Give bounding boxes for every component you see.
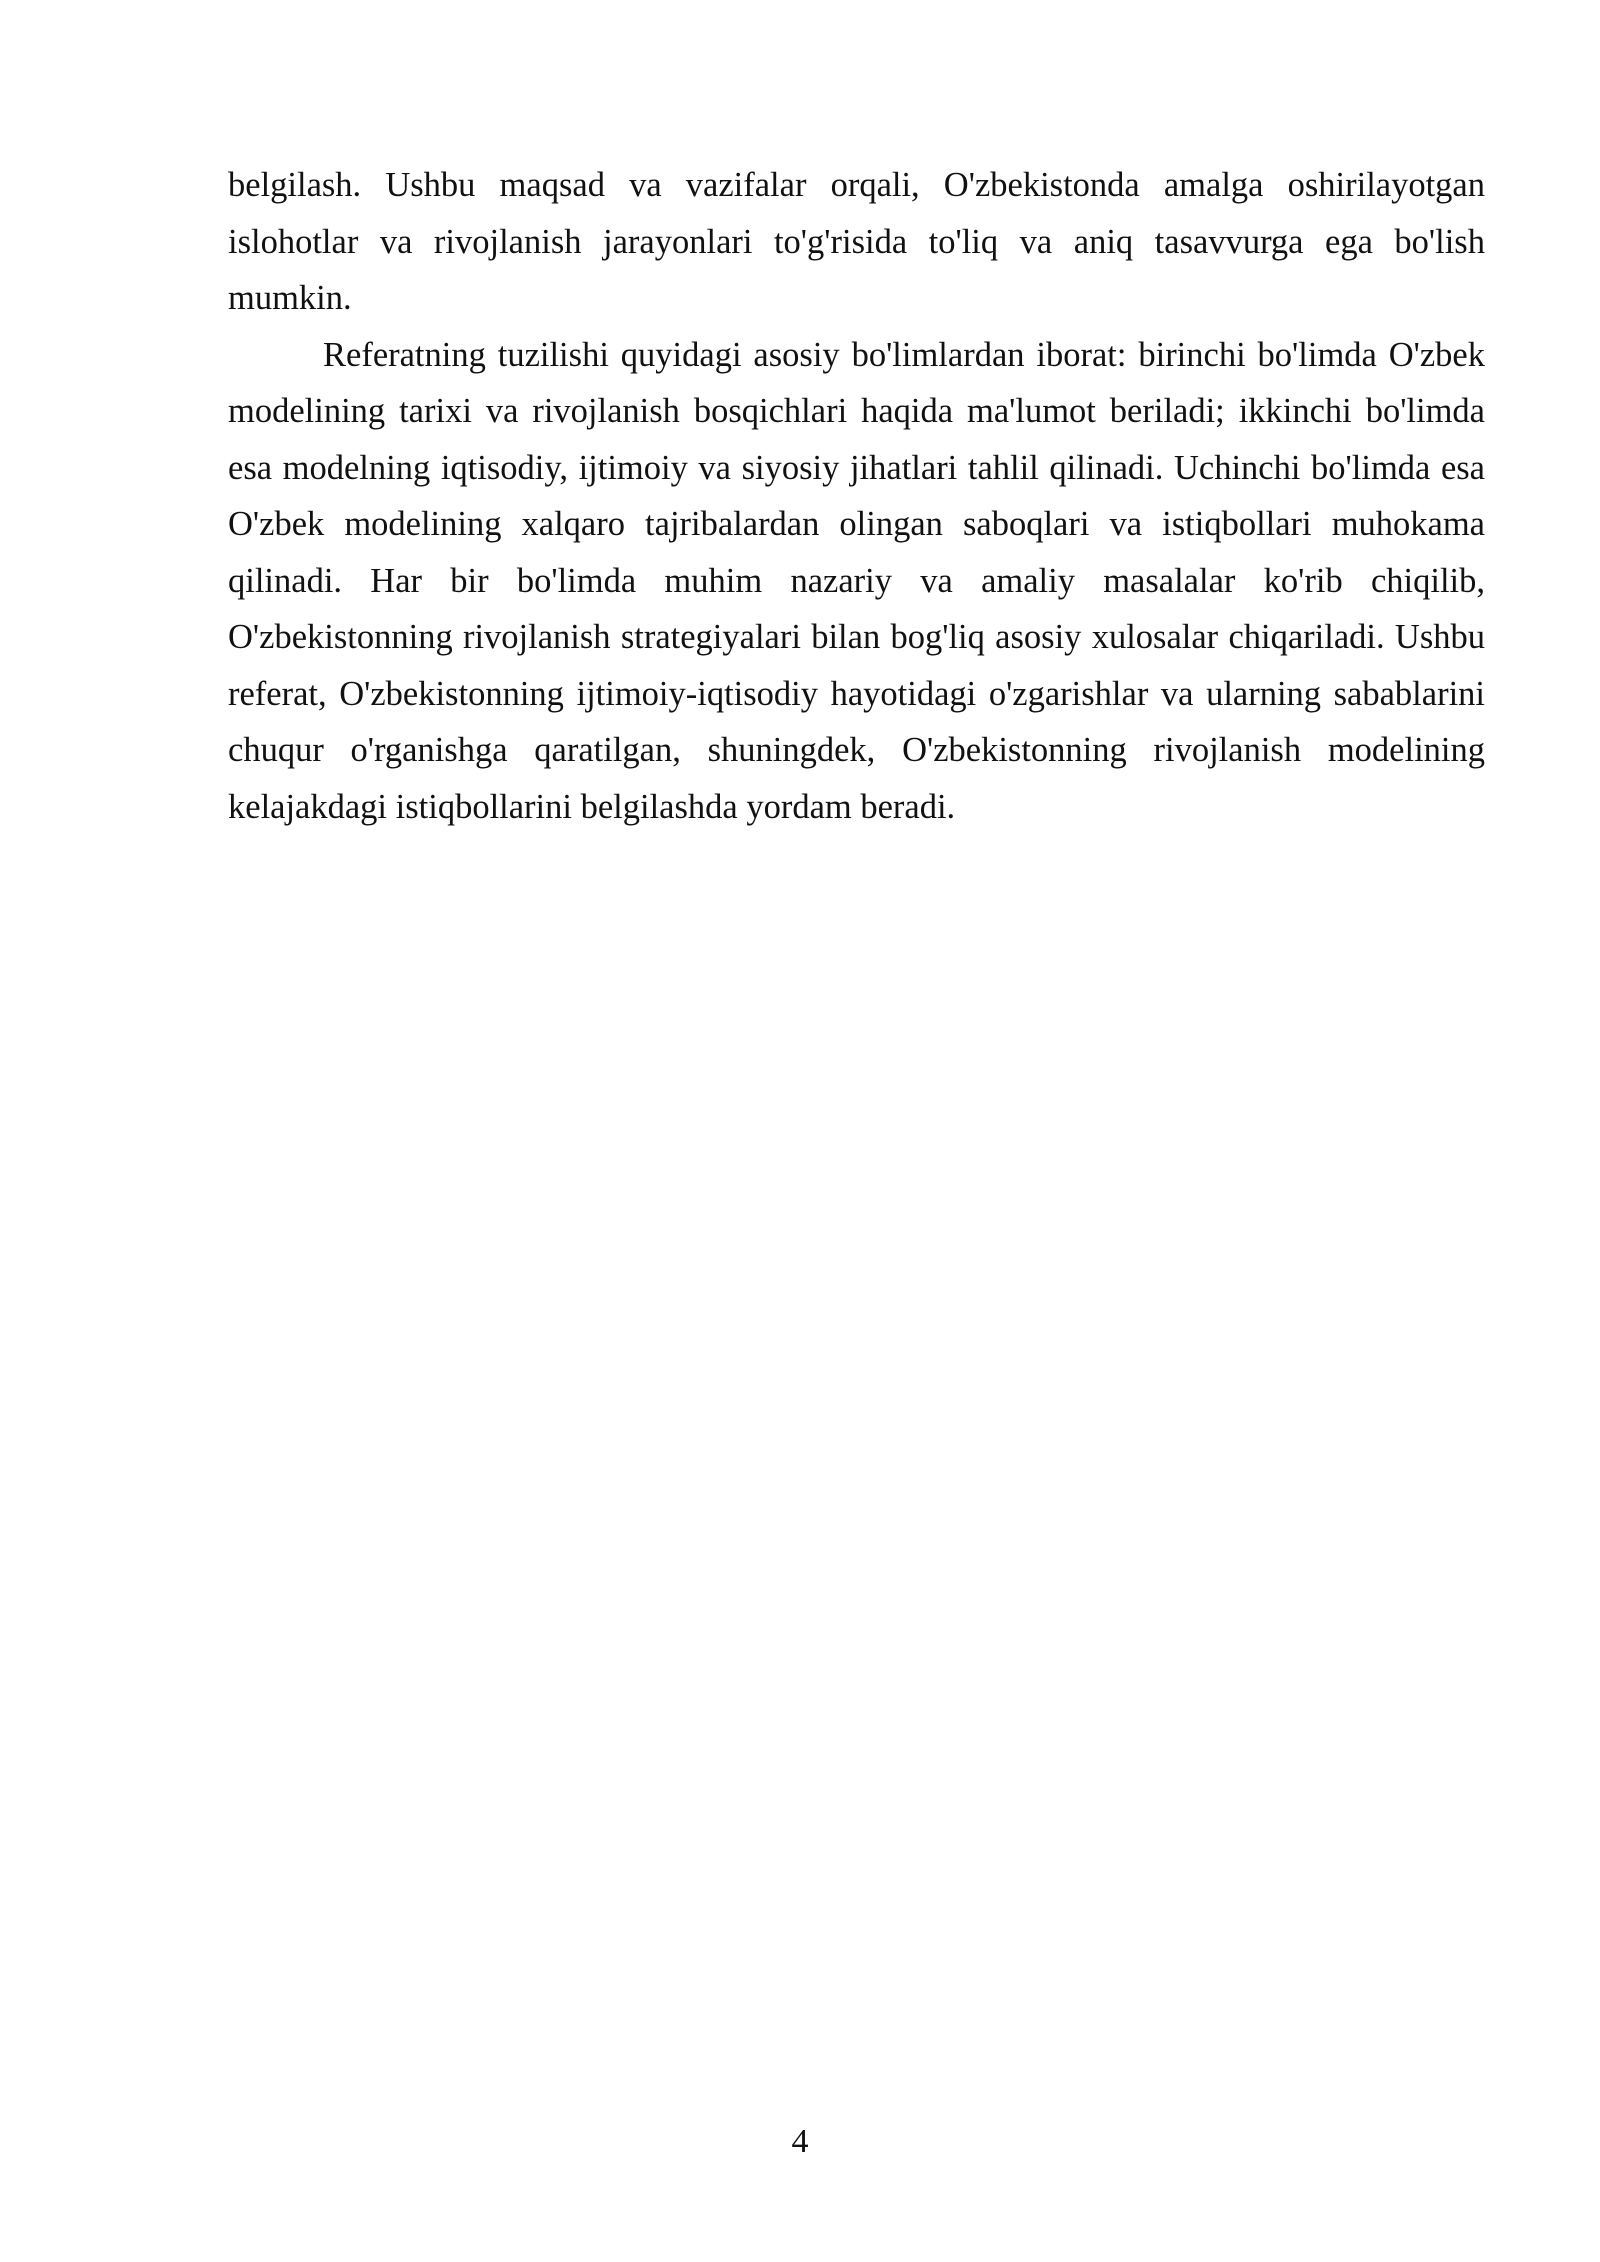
body-text bbox=[228, 157, 1485, 835]
paragraph-continuation: belgilash. Ushbu maqsad va vazifalar orqali, O'zbekistonda amalga oshirilayotgan islohotlar va rivojlanish jarayonlari to'g'risida to'liq va aniq tasavvurga ega bo'lish mumkin. bbox=[228, 166, 1485, 317]
page-number: 4 bbox=[791, 2123, 809, 2160]
paragraph-structure: Referatning tuzilishi quyidagi asosiy bo'limlardan iborat: birinchi bo'limda O'zbek modelining tarixi va rivojlanish bosqichlari haqida ma'lumot beriladi; ikkinchi bo'limda esa modelning iqtisodiy, ijtimoiy va siyosiy jihatlari tahlil qilinadi. Uchinchi bo'limda esa O'zbek modelining xalqaro tajribalardan olingan saboqlari va istiqbollari muhokama qilinadi. Har bir bo'limda muhim nazariy va amaliy masalalar ko'rib chiqilib, O'zbekistonning rivojlanish strategiyalari bilan bog'liq asosiy xulosalar chiqariladi. Ushbu referat, O'zbekistonning ijtimoiy-iqtisodiy hayotidagi o'zgarishlar va ularning sabablarini chuqur o'rganishga qaratilgan, shuningdek, O'zbekistonning rivojlanish modelining kelajakdagi istiqbollarini belgilashda yordam beradi. bbox=[228, 335, 1485, 826]
